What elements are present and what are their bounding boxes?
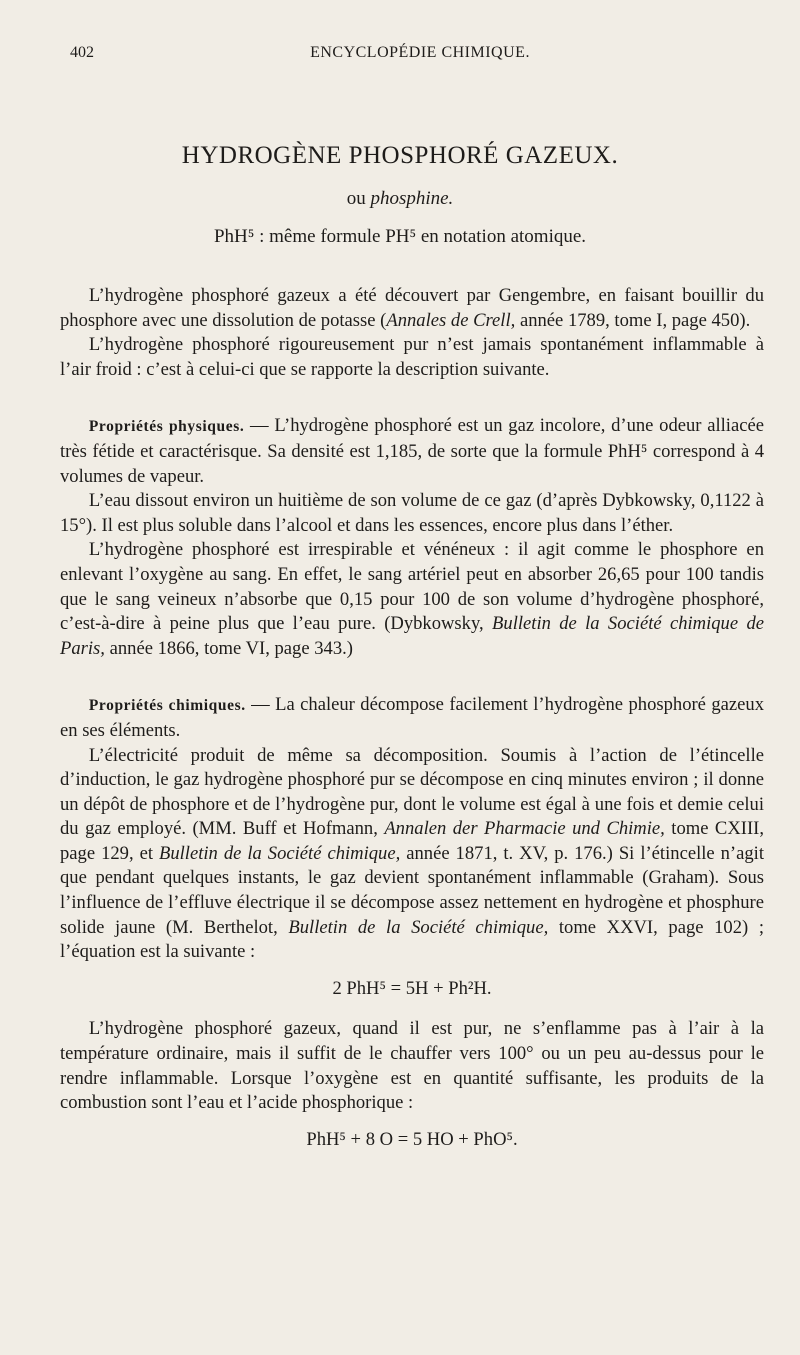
chemical-p1-text: — La chaleur décompose facilement l’hydrogène phosphoré gazeux en ses éléments.: [60, 694, 764, 741]
chemical-p2-italic1: Annalen der Pharmacie und Chimie,: [384, 818, 665, 840]
intro-paragraph-1: [60, 284, 764, 333]
chemical-p2b: tome CXIII, page 129, et: [60, 818, 764, 864]
body-text: [60, 284, 764, 1168]
intro-p1-italic: Annales de Crell,: [386, 309, 516, 331]
physical-p3-italic: Bulletin de la Société chimique de Paris,: [60, 613, 764, 659]
chemical-p2a: L’électricité produit de même sa décomposition. Soumis à l’action de l’étincelle d’induction, le gaz hydrogène phosphoré pur se décompose en cinq minutes environ ; il donne un dépôt de phosphore et de l’hydrogène pur, dont le volume est égal à une fois et demie celui du gaz employé. (MM. Buff et Hofmann,: [60, 744, 764, 840]
page-number: 402: [70, 44, 94, 61]
physical-p1-text: — L’hydrogène phosphoré est un gaz incolore, d’une odeur alliacée très fétide et caractérisque. Sa densité est 1,185, de sorte que la formule PhH⁵ correspond à 4 volumes de vapeur.: [60, 415, 764, 487]
chemical-p2-italic2: Bulletin de la Société chimique,: [158, 842, 401, 864]
equation-decomposition: 2 PhH⁵ = 5H + Ph²H.: [332, 977, 492, 999]
physical-p3-end: année 1866, tome VI, page 343.): [104, 637, 353, 659]
chemical-heading: Propriétés chimiques.: [88, 697, 246, 715]
physical-paragraph-2: L’eau dissout environ un huitième de son volume de ce gaz (d’après Dybkowsky, 0,1122 à 15°). Il est plus soluble dans l’alcool et dans les essences, encore plus dans l’éther.: [60, 490, 764, 536]
page-header: [70, 44, 770, 70]
section-subtitle: [60, 188, 740, 210]
formula-line: PhH⁵ : même formule PH⁵ en notation atomique.: [213, 226, 587, 247]
equation-combustion: PhH⁵ + 8 O = 5 HO + PhO⁵.: [306, 1128, 518, 1150]
chemical-p2d: tome XXVI, page 102) ; l’équation est la suivante :: [60, 916, 764, 963]
physical-p3-text: L’hydrogène phosphoré est irrespirable et vénéneux : il agit comme le phosphore en enlevant l’oxygène au sang. En effet, le sang artériel peut en absorber 26,65 pour 100 tandis que le sang veineux n’absorbe que 0,15 pour 100 de son volume d’hydrogène phosphoré, c’est-à-dire à peine plus que l’eau pure. (Dybkowsky,: [60, 539, 764, 635]
chemical-paragraph-1: [60, 693, 764, 743]
physical-heading: Propriétés physiques.: [88, 418, 245, 436]
chemical-p2-italic3: Bulletin de la Société chimique,: [288, 916, 549, 938]
section-gap: [60, 661, 764, 693]
intro-p1-text: L’hydrogène phosphoré gazeux a été découvert par Gengembre, en faisant bouillir du phosphore avec une dissolution de potasse (: [60, 285, 764, 331]
section-gap: [60, 382, 764, 414]
subtitle-italic: phosphine.: [370, 188, 454, 209]
physical-paragraph-3: [60, 538, 764, 661]
chemical-p2c: année 1871, t. XV, p. 176.) Si l’étincelle n’agit que pendant quelques instants, le gaz devient spontanément inflammable (Graham). Sous l’influence de l’effluve électrique il se décompose assez nettement en hydrogène et phosphure solide jaune (M. Berthelot,: [60, 842, 764, 938]
chemical-paragraph-2: [60, 744, 764, 965]
intro-p1-end: année 1789, tome I, page 450).: [515, 309, 751, 331]
running-title: ENCYCLOPÉDIE CHIMIQUE.: [310, 44, 530, 61]
section-title: HYDROGÈNE PHOSPHORÉ GAZEUX.: [181, 142, 619, 169]
chemical-paragraph-3: L’hydrogène phosphoré gazeux, quand il est pur, ne s’enflamme pas à l’air à la température ordinaire, mais il suffit de le chauffer vers 100° ou un peu au-dessus pour le rendre inflammable. Lorsque l’oxygène est en quantité suffisante, les produits de la combustion sont l’eau et l’acide phosphorique :: [60, 1018, 764, 1114]
subtitle-prefix: ou: [346, 188, 371, 209]
intro-paragraph-2: L’hydrogène phosphoré rigoureusement pur n’est jamais spontanément inflammable à l’air froid : c’est à celui-ci que se rapporte la description suivante.: [60, 334, 764, 380]
physical-paragraph-1: [60, 414, 764, 489]
